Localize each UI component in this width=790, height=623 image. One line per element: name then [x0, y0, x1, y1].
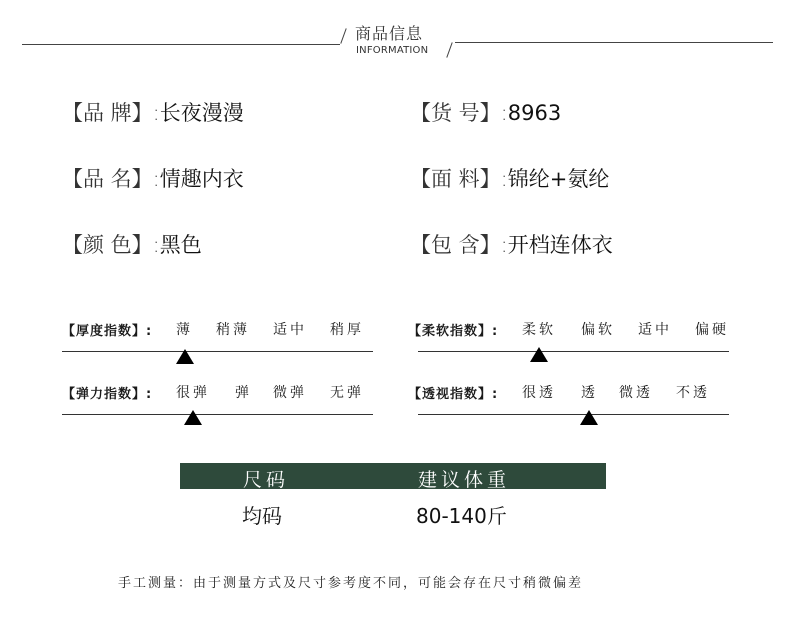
header-line-right	[455, 42, 773, 43]
softness-option-2: 偏软	[581, 322, 615, 338]
info-value: 情趣内衣	[159, 167, 244, 191]
info-value: 8963	[507, 101, 562, 125]
transparency-option-2: 透	[581, 385, 598, 401]
thickness-option-3: 适中	[273, 322, 307, 338]
size-cell: 均码	[242, 504, 282, 528]
softness-option-1: 柔软	[522, 322, 556, 338]
elasticity-index-label: 【弹力指数】:	[62, 387, 153, 402]
header-slash-right	[446, 42, 452, 57]
info-product-name	[62, 163, 244, 193]
info-label: 【货 号】:	[410, 101, 508, 125]
elasticity-marker	[184, 410, 202, 425]
measurement-note: 手工测量：由于测量方式及尺寸参考度不同，可能会存在尺寸稍微偏差	[118, 576, 584, 591]
elasticity-option-1: 很弹	[176, 385, 210, 401]
info-label: 【品 牌】:	[62, 101, 160, 125]
section-title: 商品信息	[355, 24, 424, 43]
softness-index-label: 【柔软指数】:	[408, 324, 499, 339]
elasticity-option-4: 无弹	[330, 385, 364, 401]
info-color	[62, 229, 202, 259]
thickness-option-2: 稍薄	[216, 322, 250, 338]
info-label: 【品 名】:	[62, 167, 160, 191]
info-label: 【颜 色】:	[62, 233, 160, 257]
size-column-header: 尺码	[243, 469, 290, 491]
softness-option-4: 偏硬	[695, 322, 729, 338]
info-label: 【面 料】:	[410, 167, 508, 191]
transparency-option-1: 很透	[522, 385, 556, 401]
info-brand	[62, 97, 244, 127]
thickness-index-label: 【厚度指数】:	[62, 324, 153, 339]
elasticity-option-2: 弹	[235, 385, 252, 401]
header-slash-left	[340, 28, 346, 43]
info-fabric	[410, 163, 609, 193]
section-subtitle: INFORMATION	[356, 45, 429, 56]
elasticity-option-3: 微弹	[273, 385, 307, 401]
elasticity-scale-line	[62, 414, 373, 415]
info-includes	[410, 229, 613, 259]
weight-column-header: 建议体重	[418, 469, 511, 491]
thickness-scale-line	[62, 351, 373, 352]
softness-marker	[530, 347, 548, 362]
transparency-option-3: 微透	[619, 385, 653, 401]
header-line-left	[22, 44, 340, 45]
transparency-index-label: 【透视指数】:	[408, 387, 499, 402]
weight-cell: 80-140斤	[416, 504, 507, 528]
info-value: 开档连体衣	[507, 233, 613, 257]
softness-option-3: 适中	[638, 322, 672, 338]
thickness-marker	[176, 349, 194, 364]
info-label: 【包 含】:	[410, 233, 508, 257]
info-value: 黑色	[159, 233, 202, 257]
info-value: 锦纶+氨纶	[507, 167, 610, 191]
info-item-no	[410, 97, 561, 127]
transparency-scale-line	[418, 414, 729, 415]
info-value: 长夜漫漫	[159, 101, 244, 125]
transparency-option-4: 不透	[676, 385, 710, 401]
softness-scale-line	[418, 351, 729, 352]
thickness-option-1: 薄	[176, 322, 193, 338]
transparency-marker	[580, 410, 598, 425]
thickness-option-4: 稍厚	[330, 322, 364, 338]
